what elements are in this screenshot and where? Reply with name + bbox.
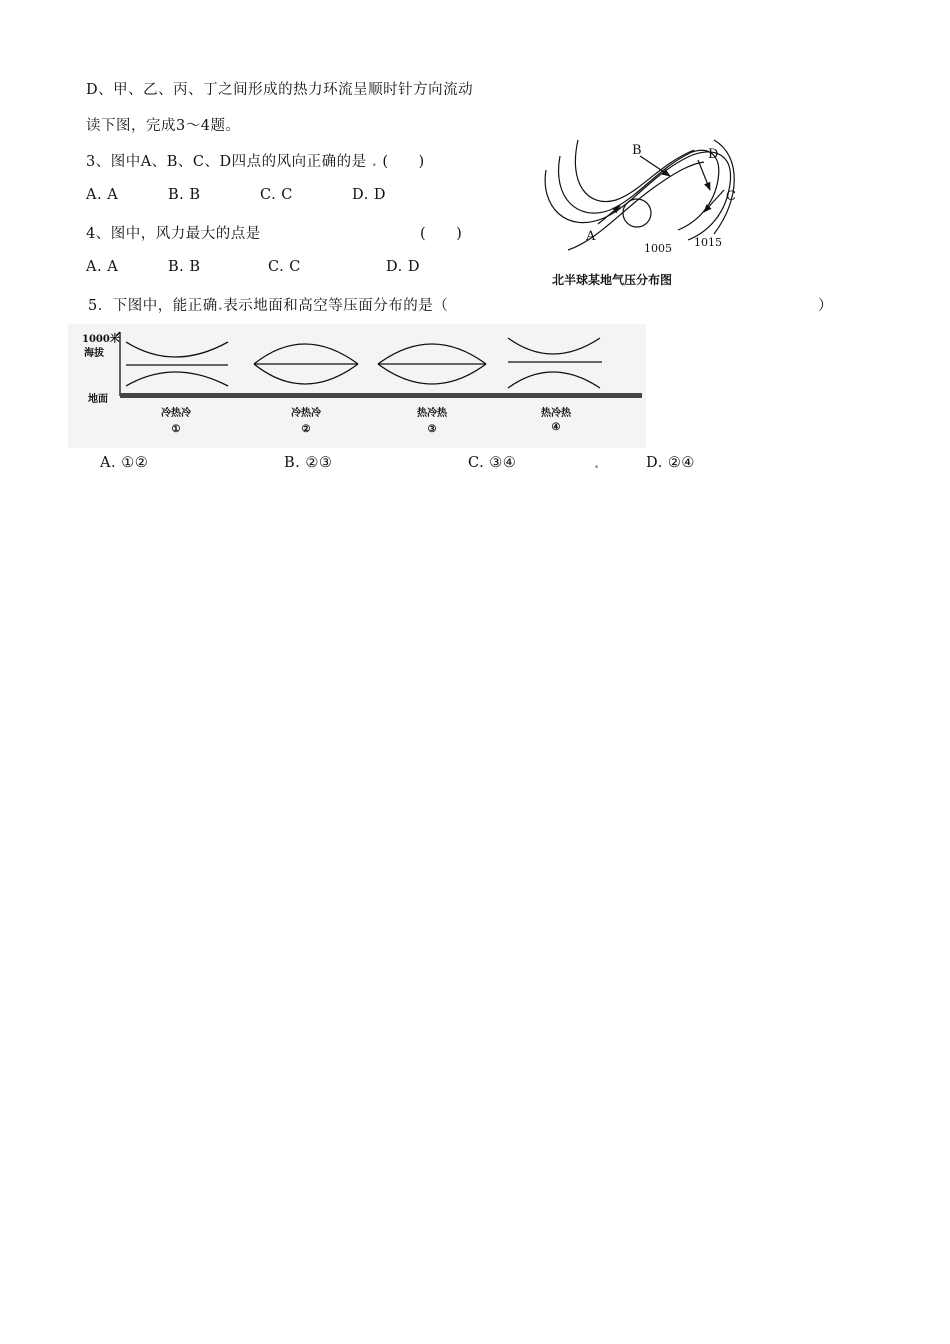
q3-options — [86, 187, 486, 207]
isobar-1005-label: 1005 — [644, 242, 672, 255]
q4-options — [86, 259, 486, 279]
panel-3-num: ③ — [427, 424, 437, 435]
panel-2-num: ② — [301, 424, 311, 435]
q4-stem: 4、图中，风力最大的点是 — [86, 226, 261, 242]
low-pressure-circle — [623, 199, 651, 227]
q5-option-b: B. ②③ — [284, 455, 333, 471]
pressure-distribution-figure — [538, 128, 750, 293]
q3-stem: 3、图中A、B、C、D四点的风向正确的是 — [86, 154, 367, 170]
panel-1-label: 冷热冷 — [161, 408, 191, 419]
isobaric-surface-figure — [68, 324, 646, 448]
q5-option-a: A. ①② — [100, 455, 149, 471]
y-label-1000m: 1000米 — [82, 334, 120, 345]
wind-arrow-a — [598, 206, 620, 224]
ground-bar — [120, 393, 642, 398]
panel-4-label: 热冷热 — [541, 408, 571, 419]
point-d-label: D — [708, 147, 719, 162]
q5-stem-b: 表示地面和高空等压面分布的是（ — [223, 298, 449, 314]
panel-2-label: 冷热冷 — [291, 408, 321, 419]
isobar-1015-label: 1015 — [694, 236, 722, 249]
q4-paren: ( ) — [420, 226, 463, 242]
q2-option-d: D、甲、乙、丙、丁之间形成的热力环流呈顺时针方向流动 — [86, 82, 474, 98]
q5-dot: . — [217, 297, 224, 314]
q3-option-d: D. D — [352, 187, 386, 203]
q4-option-d: D. D — [386, 259, 420, 275]
q3-option-c: C. C — [260, 187, 293, 203]
q5-option-d: D. ②④ — [646, 455, 695, 471]
q5-options — [100, 455, 740, 475]
q5-option-c: C. ③④ — [468, 455, 517, 471]
q5-options-dot: . — [594, 455, 600, 472]
y-label-ground: 地面 — [88, 394, 108, 405]
y-label-altitude: 海拔 — [84, 348, 104, 359]
panel-4-num: ④ — [551, 422, 561, 433]
q5-stem — [88, 294, 448, 315]
q3-option-b: B. B — [168, 187, 201, 203]
point-a-label: A — [586, 229, 596, 244]
q3-stem-line — [86, 150, 425, 171]
q4-option-a: A. A — [86, 259, 119, 275]
q3-option-a: A. A — [86, 187, 119, 203]
wind-arrow-d — [698, 160, 710, 190]
panel-3-label: 热冷热 — [417, 408, 447, 419]
panel-1-num: ① — [171, 424, 181, 435]
q5-close-paren: ） — [818, 298, 833, 314]
intro-text: 读下图，完成3～4题。 — [86, 118, 241, 134]
q4-option-c: C. C — [268, 259, 301, 275]
figure1-caption: 北半球某地气压分布图 — [552, 273, 673, 287]
q4-option-b: B. B — [168, 259, 201, 275]
point-b-label: B — [632, 143, 642, 158]
q3-dot: . — [371, 153, 378, 170]
q5-stem-a: 5．下图中，能正确 — [88, 298, 218, 314]
point-c-label: C — [726, 189, 736, 204]
q3-paren: ( ) — [382, 154, 425, 170]
